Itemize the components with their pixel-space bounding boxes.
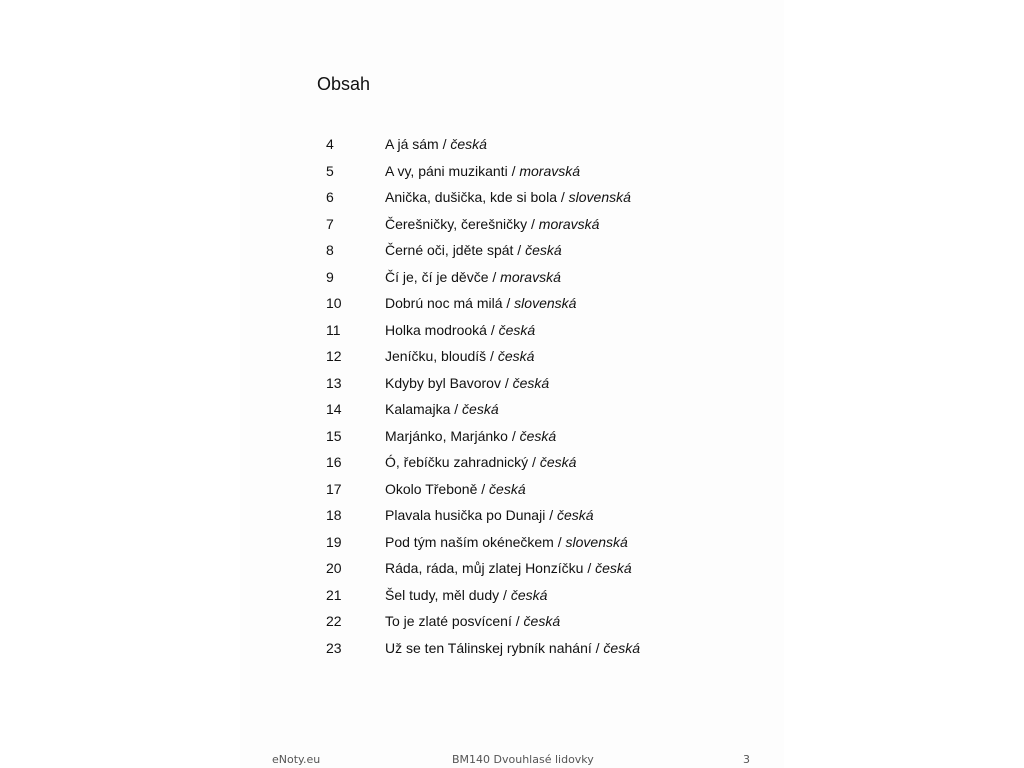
toc-entry[interactable]	[326, 266, 640, 293]
toc-page-number: 19	[326, 533, 342, 550]
toc-entry[interactable]	[326, 478, 640, 505]
toc-song-origin: slovenská	[568, 189, 631, 205]
toc-song-title: Čerešničky, čerešničky /	[385, 215, 539, 232]
toc-page-number: 9	[326, 268, 334, 285]
toc-song-title: Pod tým naším okénečkem /	[385, 533, 566, 550]
toc-page-number: 4	[326, 136, 334, 152]
toc-entry[interactable]	[326, 451, 640, 478]
footer-site: eNoty.eu	[272, 753, 321, 766]
toc-page-number: 14	[326, 401, 342, 417]
toc-song-title: Dobrú noc má milá /	[385, 295, 515, 311]
toc-song-title: Čí je, čí je děvče /	[385, 268, 501, 285]
toc-entry[interactable]	[326, 160, 640, 187]
toc-page-number: 20	[326, 560, 342, 576]
footer-page-number: 3	[743, 753, 750, 766]
toc-song-origin: česká	[603, 639, 640, 656]
toc-song-title: Plavala husička po Dunaji /	[385, 507, 557, 523]
toc-page-number: 5	[326, 162, 334, 179]
toc-entry[interactable]	[326, 398, 640, 425]
toc-song-title: Holka modrooká /	[385, 321, 499, 338]
toc-entry[interactable]	[326, 584, 640, 611]
toc-page-number: 11	[326, 321, 341, 338]
toc-entry[interactable]	[326, 186, 640, 213]
footer-document-title: BM140 Dvouhlasé lidovky	[452, 753, 594, 766]
toc-song-title: Kalamajka /	[385, 401, 463, 417]
toc-song-title: Kdyby byl Bavorov /	[385, 374, 513, 391]
toc-song-origin: česká	[450, 136, 487, 152]
toc-song-title: Už se ten Tálinskej rybník nahání /	[385, 639, 604, 656]
toc-page-number: 8	[326, 242, 334, 258]
toc-song-origin: moravská	[519, 162, 581, 179]
toc-song-origin: česká	[462, 401, 499, 417]
toc-song-origin: slovenská	[565, 533, 628, 550]
toc-song-title: Anička, dušička, kde si bola /	[385, 189, 569, 205]
toc-entry[interactable]	[326, 504, 640, 531]
toc-entry[interactable]	[326, 557, 640, 584]
toc-entry[interactable]	[326, 372, 640, 399]
toc-song-origin: slovenská	[514, 295, 577, 311]
toc-page-number: 23	[326, 639, 342, 656]
toc-song-title: A já sám /	[385, 136, 451, 152]
toc-song-origin: moravská	[500, 268, 561, 285]
table-of-contents	[326, 133, 640, 663]
toc-song-origin: česká	[510, 586, 548, 603]
page-title: Obsah	[317, 74, 371, 94]
toc-entry[interactable]	[326, 531, 640, 558]
toc-song-title: A vy, páni muzikanti /	[385, 162, 520, 179]
toc-entry[interactable]	[326, 637, 640, 664]
toc-entry[interactable]	[326, 345, 640, 372]
toc-page-number: 15	[326, 427, 342, 444]
toc-song-title: Černé oči, jděte spát /	[385, 242, 526, 258]
toc-page-number: 10	[326, 295, 342, 311]
toc-song-origin: česká	[497, 348, 535, 364]
toc-entry[interactable]	[326, 133, 640, 160]
toc-page-number: 22	[326, 613, 342, 629]
toc-page-number: 17	[326, 480, 342, 497]
toc-entry[interactable]	[326, 213, 640, 240]
toc-song-title: Ráda, ráda, můj zlatej Honzíčku /	[385, 560, 596, 576]
toc-song-title: Jeníčku, bloudíš /	[385, 348, 498, 364]
toc-page-number: 16	[326, 454, 342, 470]
toc-page-number: 7	[326, 215, 334, 232]
toc-page-number: 13	[326, 374, 342, 391]
toc-song-origin: česká	[557, 507, 594, 523]
toc-entry[interactable]	[326, 292, 640, 319]
toc-page-number: 18	[326, 507, 342, 523]
toc-page-number: 6	[326, 189, 334, 205]
toc-entry[interactable]	[326, 319, 640, 346]
toc-entry[interactable]	[326, 425, 640, 452]
toc-song-origin: česká	[489, 480, 526, 497]
toc-entry[interactable]	[326, 239, 640, 266]
toc-song-origin: česká	[525, 242, 562, 258]
toc-song-title: Marjánko, Marjánko /	[385, 427, 520, 444]
toc-song-origin: moravská	[538, 215, 600, 232]
toc-song-origin: česká	[539, 454, 577, 470]
toc-song-origin: česká	[512, 374, 550, 391]
toc-song-origin: česká	[519, 427, 557, 444]
toc-song-origin: česká	[523, 613, 561, 629]
toc-song-title: Šel tudy, měl dudy /	[385, 586, 511, 603]
toc-song-origin: česká	[595, 560, 632, 576]
toc-song-title: Okolo Třeboně /	[385, 480, 490, 497]
toc-song-title: To je zlaté posvícení /	[385, 613, 524, 629]
toc-page-number: 21	[326, 586, 342, 603]
toc-song-origin: česká	[498, 321, 536, 338]
toc-song-title: Ó, řebíčku zahradnický /	[385, 454, 540, 470]
toc-entry[interactable]	[326, 610, 640, 637]
toc-page-number: 12	[326, 348, 342, 364]
